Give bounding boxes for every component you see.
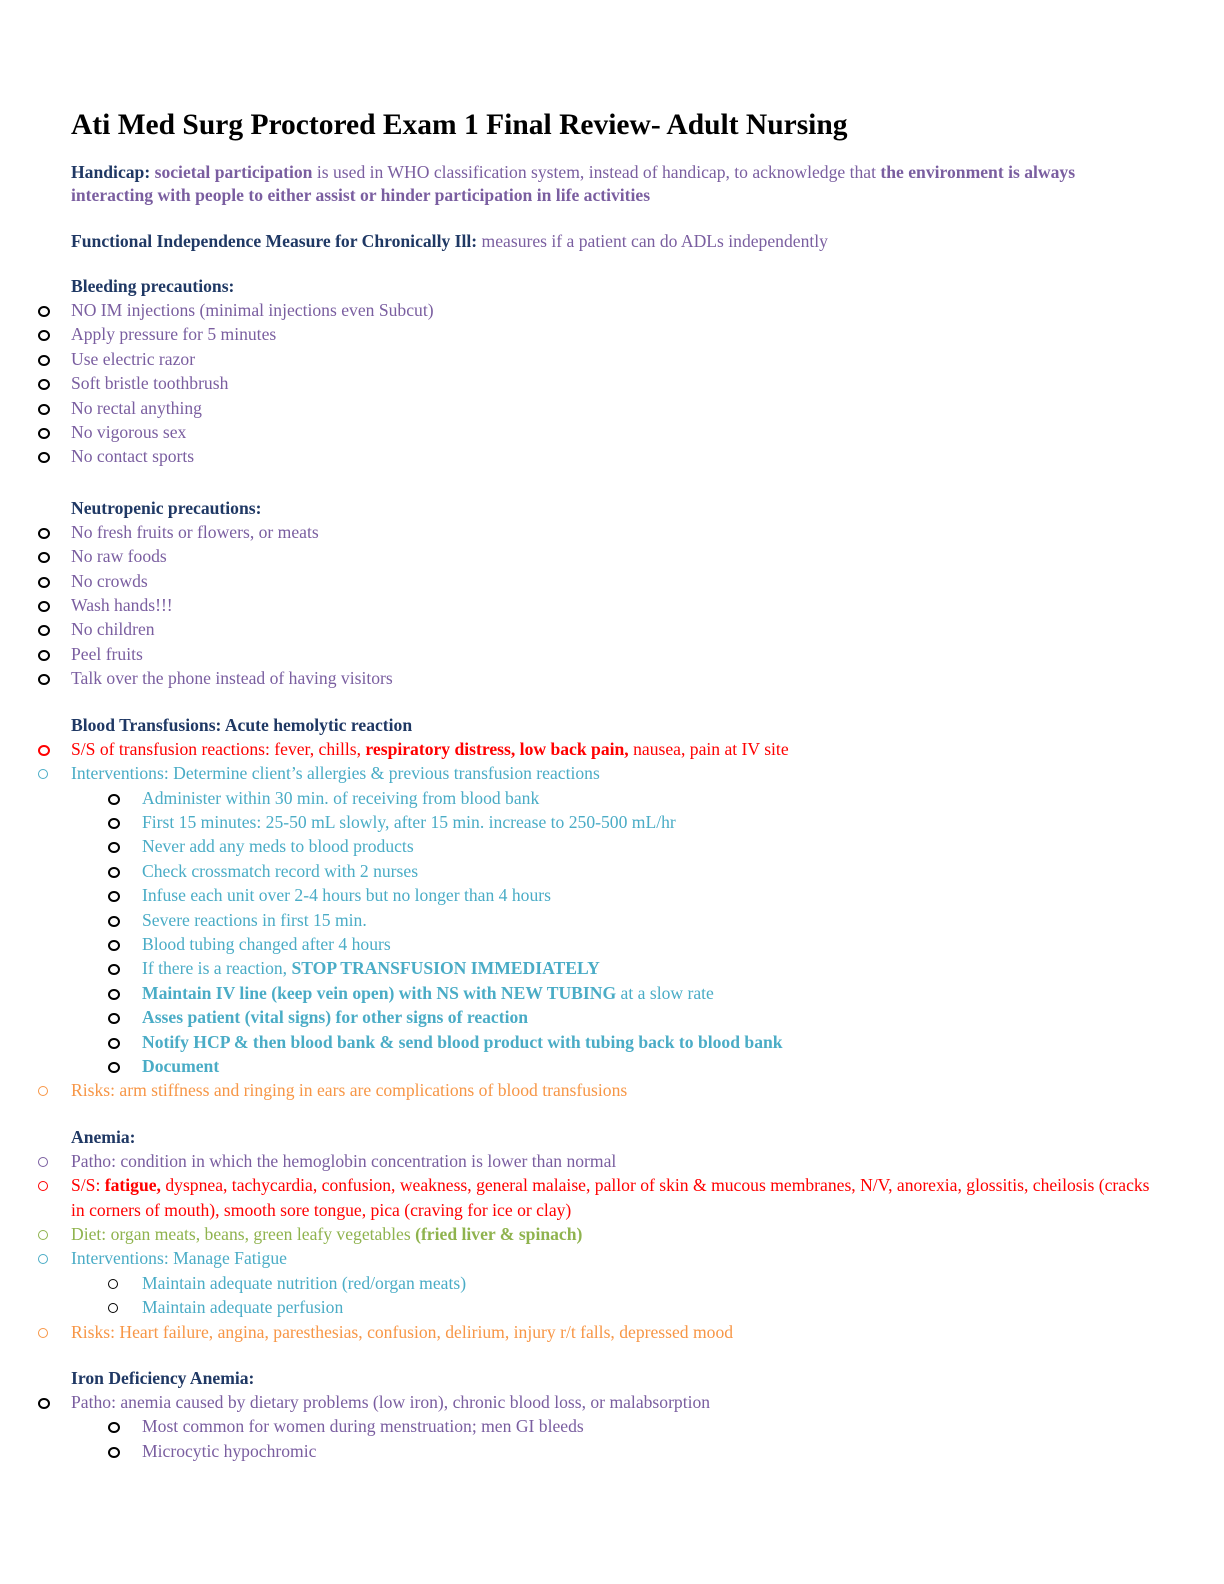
- bullet-icon: [108, 842, 120, 853]
- bullet-icon: [108, 1038, 120, 1049]
- fim-text: measures if a patient can do ADLs independently: [477, 231, 828, 251]
- bullet-icon: [38, 601, 50, 612]
- bullet-icon: [38, 769, 48, 779]
- list-item: Patho: anemia caused by dietary problems (low iron), chronic blood loss, or malabsorption: [0, 1390, 1161, 1414]
- list-item: Apply pressure for 5 minutes: [0, 322, 1161, 346]
- bullet-icon: [108, 1447, 120, 1458]
- neutropenic-list: [0, 520, 1161, 691]
- bullet-icon: [108, 794, 120, 805]
- list-item: Soft bristle toothbrush: [0, 371, 1161, 395]
- bullet-icon: [38, 552, 50, 563]
- list-item: First 15 minutes: 25-50 mL slowly, after 15 min. increase to 250-500 mL/hr: [0, 810, 1161, 834]
- bullet-icon: [38, 745, 50, 756]
- list-item: Asses patient (vital signs) for other signs of reaction: [0, 1005, 1161, 1029]
- list-item: No crowds: [0, 569, 1161, 593]
- handicap-emphasis: the environment is always interacting with people to either assist or hinder participation in life activities: [71, 162, 1076, 205]
- list-item: No rectal anything: [0, 396, 1161, 420]
- list-item: No fresh fruits or flowers, or meats: [0, 520, 1161, 544]
- anemia-heading: Anemia:: [71, 1126, 136, 1147]
- handicap-term: societal participation: [154, 162, 313, 182]
- bullet-icon: [38, 306, 50, 317]
- list-item: Never add any meds to blood products: [0, 834, 1161, 858]
- bullet-icon: [38, 379, 50, 390]
- bullet-icon: [108, 891, 120, 902]
- iron-sub-list: [0, 1414, 1161, 1463]
- list-item: Risks: Heart failure, angina, paresthesias, confusion, delirium, injury r/t falls, depressed mood: [0, 1320, 1161, 1344]
- bleeding-heading: Bleeding precautions:: [71, 276, 235, 296]
- handicap-label: Handicap:: [71, 162, 151, 182]
- list-item: Blood tubing changed after 4 hours: [0, 932, 1161, 956]
- transfusion-risks-list: [0, 1078, 1161, 1102]
- list-item: S/S: fatigue, dyspnea, tachycardia, confusion, weakness, general malaise, pallor of skin & mucous membranes, N/V, anorexia, glossitis, cheilosis (cracks in corners of mouth), smooth sore tongue, pica (craving for ice or clay): [0, 1173, 1161, 1222]
- bullet-icon: [38, 404, 50, 415]
- list-item: Patho: condition in which the hemoglobin concentration is lower than normal: [0, 1149, 1161, 1173]
- list-item: Wash hands!!!: [0, 593, 1161, 617]
- list-item: Interventions: Manage Fatigue: [0, 1246, 1161, 1270]
- bullet-icon: [38, 674, 50, 685]
- bullet-icon: [38, 577, 50, 588]
- bullet-icon: [38, 650, 50, 661]
- neutropenic-heading: Neutropenic precautions:: [71, 497, 262, 518]
- bullet-icon: [38, 452, 50, 463]
- handicap-text: is used in WHO classification system, instead of handicap, to acknowledge that: [312, 162, 881, 182]
- list-item: Risks: arm stiffness and ringing in ears are complications of blood transfusions: [0, 1078, 1161, 1102]
- list-item: S/S of transfusion reactions: fever, chills, respiratory distress, low back pain, nausea, pain at IV site: [0, 737, 1161, 761]
- list-item: No contact sports: [0, 444, 1161, 468]
- list-item: Most common for women during menstruation; men GI bleeds: [0, 1414, 1161, 1438]
- list-item: Severe reactions in first 15 min.: [0, 908, 1161, 932]
- list-item: NO IM injections (minimal injections even Subcut): [0, 298, 1161, 322]
- bleeding-list: [0, 298, 1161, 469]
- bullet-icon: [38, 1157, 48, 1167]
- bullet-icon: [108, 1013, 120, 1024]
- iron-list: [0, 1390, 1161, 1414]
- handicap-paragraph: [71, 161, 1161, 207]
- bullet-icon: [38, 1230, 48, 1240]
- list-item: Administer within 30 min. of receiving from blood bank: [0, 786, 1161, 810]
- bullet-icon: [38, 625, 50, 636]
- list-item: Maintain adequate nutrition (red/organ meats): [0, 1271, 1161, 1295]
- bullet-icon: [108, 964, 120, 975]
- bullet-icon: [38, 428, 50, 439]
- transfusion-list: [0, 737, 1161, 786]
- list-item: Maintain IV line (keep vein open) with NS with NEW TUBING at a slow rate: [0, 981, 1161, 1005]
- list-item: Diet: organ meats, beans, green leafy vegetables (fried liver & spinach): [0, 1222, 1161, 1246]
- bullet-icon: [38, 1254, 48, 1264]
- bullet-icon: [38, 1181, 48, 1191]
- anemia-interventions-list: [0, 1271, 1161, 1320]
- fim-paragraph: [71, 230, 1161, 253]
- anemia-list: [0, 1149, 1161, 1271]
- bullet-icon: [108, 989, 120, 1000]
- list-item: Microcytic hypochromic: [0, 1439, 1161, 1463]
- fim-label: Functional Independence Measure for Chronically Ill:: [71, 231, 478, 251]
- list-item: Maintain adequate perfusion: [0, 1295, 1161, 1319]
- bullet-icon: [108, 1279, 118, 1289]
- bullet-icon: [38, 528, 50, 539]
- bullet-icon: [108, 818, 120, 829]
- list-item: No children: [0, 617, 1161, 641]
- list-item: Interventions: Determine client’s allergies & previous transfusion reactions: [0, 761, 1161, 785]
- page-title: Ati Med Surg Proctored Exam 1 Final Review- Adult Nursing: [71, 109, 848, 141]
- list-item: Peel fruits: [0, 642, 1161, 666]
- bullet-icon: [108, 1422, 120, 1433]
- transfusion-interventions-list: [0, 786, 1161, 1079]
- list-item: Check crossmatch record with 2 nurses: [0, 859, 1161, 883]
- bullet-icon: [108, 1062, 120, 1073]
- bullet-icon: [38, 355, 50, 366]
- bullet-icon: [108, 916, 120, 927]
- document-page: [71, 104, 1161, 1463]
- bullet-icon: [38, 330, 50, 341]
- list-item: No raw foods: [0, 544, 1161, 568]
- bullet-icon: [108, 940, 120, 951]
- list-item: Notify HCP & then blood bank & send blood product with tubing back to blood bank: [0, 1030, 1161, 1054]
- list-item: No vigorous sex: [0, 420, 1161, 444]
- list-item: Infuse each unit over 2-4 hours but no longer than 4 hours: [0, 883, 1161, 907]
- bullet-icon: [108, 1303, 118, 1313]
- iron-heading: Iron Deficiency Anemia:: [71, 1368, 255, 1389]
- list-item: If there is a reaction, STOP TRANSFUSION IMMEDIATELY: [0, 956, 1161, 980]
- list-item: Talk over the phone instead of having visitors: [0, 666, 1161, 690]
- bullet-icon: [38, 1398, 50, 1409]
- transfusion-heading: Blood Transfusions: Acute hemolytic reaction: [71, 714, 413, 735]
- bullet-icon: [108, 867, 120, 878]
- list-item: Use electric razor: [0, 347, 1161, 371]
- bullet-icon: [38, 1086, 48, 1096]
- list-item: Document: [0, 1054, 1161, 1078]
- anemia-risks-list: [0, 1320, 1161, 1344]
- bullet-icon: [38, 1328, 48, 1338]
